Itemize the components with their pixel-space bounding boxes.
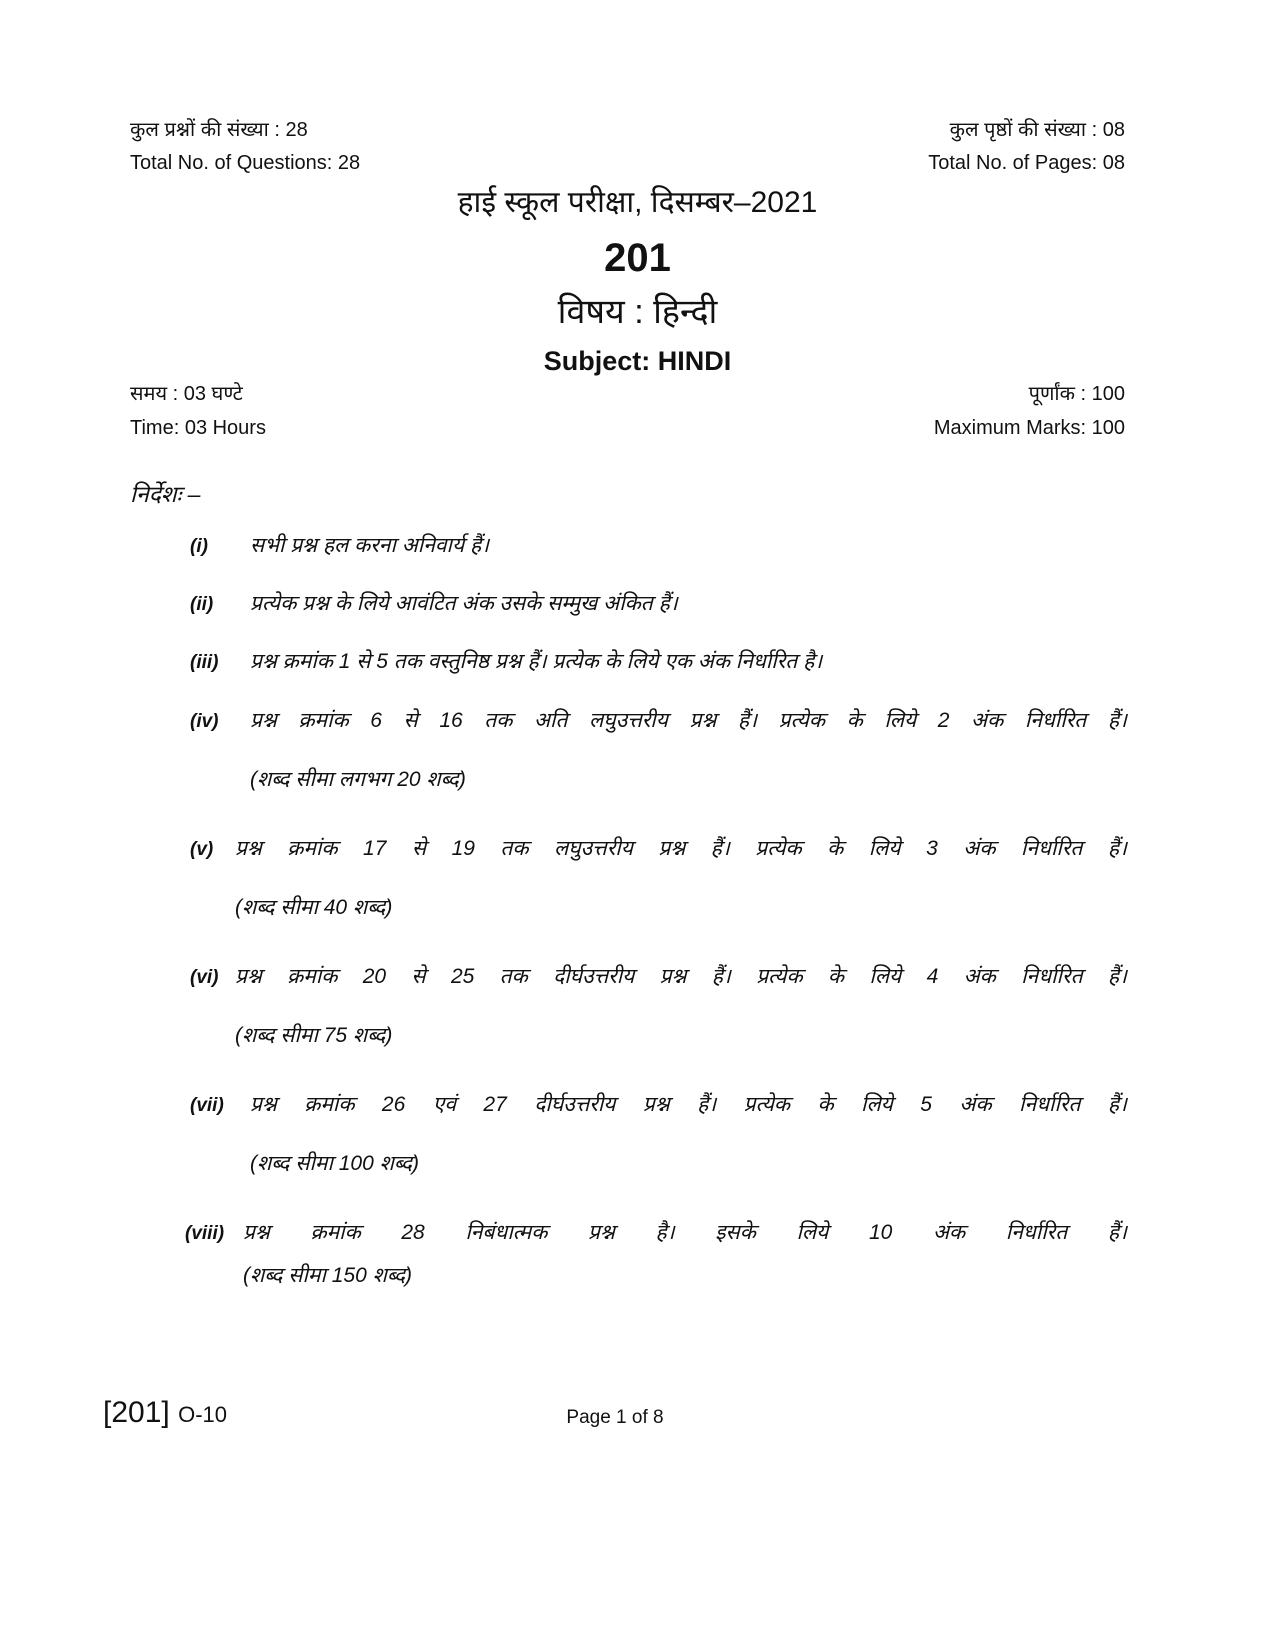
instruction-item — [190, 966, 1127, 1046]
instruction-item — [190, 593, 1127, 614]
instruction-text: प्रश्न क्रमांक 17 से 19 तक लघुउत्तरीय प्रश्न हैं। प्रत्येक के लिये 3 अंक निर्धारित हैं। — [235, 837, 1127, 860]
marks-english: Maximum Marks: 100 — [933, 417, 1125, 439]
meta-row-hindi — [130, 120, 1125, 140]
exam-title: हाई स्कूल परीक्षा, दिसम्बर–2021 — [457, 186, 818, 219]
marks-hindi: पूर्णांक : 100 — [1028, 383, 1125, 405]
footer-code: [201] — [103, 1396, 170, 1429]
instruction-text: सभी प्रश्न हल करना अनिवार्य हैं। — [250, 534, 490, 557]
page-number: Page 1 of 8 — [566, 1407, 664, 1428]
time-marks-row-hindi — [130, 384, 1125, 404]
instruction-number: (v) — [190, 839, 214, 860]
total-pages-hindi: कुल पृष्ठों की संख्या : 08 — [949, 119, 1125, 141]
meta-row-english — [130, 153, 1125, 173]
instruction-item — [185, 1222, 1127, 1286]
footer-set: O-10 — [178, 1402, 227, 1427]
instruction-word-limit: (शब्द सीमा 150 शब्द) — [243, 1264, 413, 1287]
total-questions-english: Total No. of Questions: 28 — [130, 152, 361, 174]
instruction-text: प्रत्येक प्रश्न के लिये आवंटित अंक उसके सम्मुख अंकित हैं। — [250, 592, 678, 615]
instruction-number: (vii) — [190, 1095, 224, 1116]
instruction-item — [190, 1094, 1127, 1174]
instruction-text: प्रश्न क्रमांक 26 एवं 27 दीर्घउत्तरीय प्रश्न हैं। प्रत्येक के लिये 5 अंक निर्धारित हैं। — [250, 1093, 1127, 1116]
instruction-number: (iv) — [190, 711, 219, 732]
instruction-item — [190, 651, 1127, 672]
instruction-text: प्रश्न क्रमांक 28 निबंधात्मक प्रश्न है। इसके लिये 10 अंक निर्धारित हैं। — [243, 1221, 1127, 1244]
instruction-item — [190, 710, 1127, 790]
paper-code: 201 — [604, 236, 671, 280]
instruction-word-limit: (शब्द सीमा 100 शब्द) — [250, 1152, 420, 1175]
instructions-heading: निर्देशः – — [130, 481, 201, 507]
instruction-word-limit: (शब्द सीमा 75 शब्द) — [235, 1024, 393, 1047]
instruction-text: प्रश्न क्रमांक 1 से 5 तक वस्तुनिष्ठ प्रश्न हैं। प्रत्येक के लिये एक अंक निर्धारित है। — [250, 650, 823, 673]
time-english: Time: 03 Hours — [130, 417, 266, 439]
instruction-number: (ii) — [190, 594, 214, 615]
total-pages-english: Total No. of Pages: 08 — [928, 152, 1125, 174]
subject-hindi: विषय : हिन्दी — [557, 293, 718, 331]
instruction-number: (iii) — [190, 652, 219, 673]
time-hindi: समय : 03 घण्टे — [130, 383, 243, 405]
instruction-number: (i) — [190, 536, 208, 557]
instruction-word-limit: (शब्द सीमा 40 शब्द) — [235, 896, 393, 919]
instruction-number: (viii) — [185, 1223, 225, 1244]
instruction-text: प्रश्न क्रमांक 20 से 25 तक दीर्घउत्तरीय प्रश्न हैं। प्रत्येक के लिये 4 अंक निर्धारित हैं। — [235, 965, 1127, 988]
instruction-number: (vi) — [190, 967, 219, 988]
instruction-item — [190, 535, 1127, 556]
total-questions-hindi: कुल प्रश्नों की संख्या : 28 — [130, 119, 308, 141]
subject-english: Subject: HINDI — [543, 346, 732, 376]
time-marks-row-english — [130, 418, 1125, 438]
instruction-text: प्रश्न क्रमांक 6 से 16 तक अति लघुउत्तरीय प्रश्न हैं। प्रत्येक के लिये 2 अंक निर्धारित हैं। — [250, 709, 1127, 732]
instruction-item — [190, 838, 1127, 918]
instruction-word-limit: (शब्द सीमा लगभग 20 शब्द) — [250, 768, 466, 791]
